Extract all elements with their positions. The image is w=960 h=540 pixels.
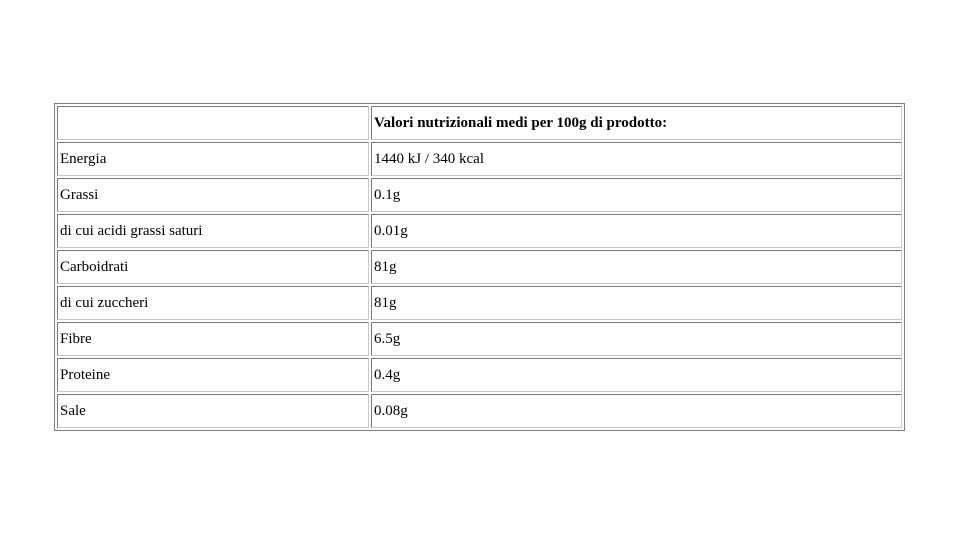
nutrient-name: Sale: [57, 394, 369, 428]
nutrient-name: Fibre: [57, 322, 369, 356]
nutrition-table: [54, 103, 905, 431]
nutrient-value: 81g: [371, 286, 902, 320]
table-row: [57, 250, 902, 284]
header-label-cell: [57, 106, 369, 140]
table-row: [57, 286, 902, 320]
nutrient-value: 81g: [371, 250, 902, 284]
nutrient-value: 0.08g: [371, 394, 902, 428]
table-row: [57, 322, 902, 356]
nutrient-value: 1440 kJ / 340 kcal: [371, 142, 902, 176]
nutrient-value: 0.1g: [371, 178, 902, 212]
nutrient-name: Grassi: [57, 178, 369, 212]
table-row: [57, 178, 902, 212]
table-row: [57, 142, 902, 176]
nutrient-name: di cui zuccheri: [57, 286, 369, 320]
table-row: [57, 394, 902, 428]
nutrient-name: Proteine: [57, 358, 369, 392]
nutrient-name: Energia: [57, 142, 369, 176]
nutrient-value: 0.01g: [371, 214, 902, 248]
table-row: [57, 358, 902, 392]
nutrient-name: di cui acidi grassi saturi: [57, 214, 369, 248]
nutrient-value: 6.5g: [371, 322, 902, 356]
table-row: [57, 214, 902, 248]
nutrient-name: Carboidrati: [57, 250, 369, 284]
table-header-row: [57, 106, 902, 140]
nutrient-value: 0.4g: [371, 358, 902, 392]
header-value-cell: Valori nutrizionali medi per 100g di prodotto:: [371, 106, 902, 140]
